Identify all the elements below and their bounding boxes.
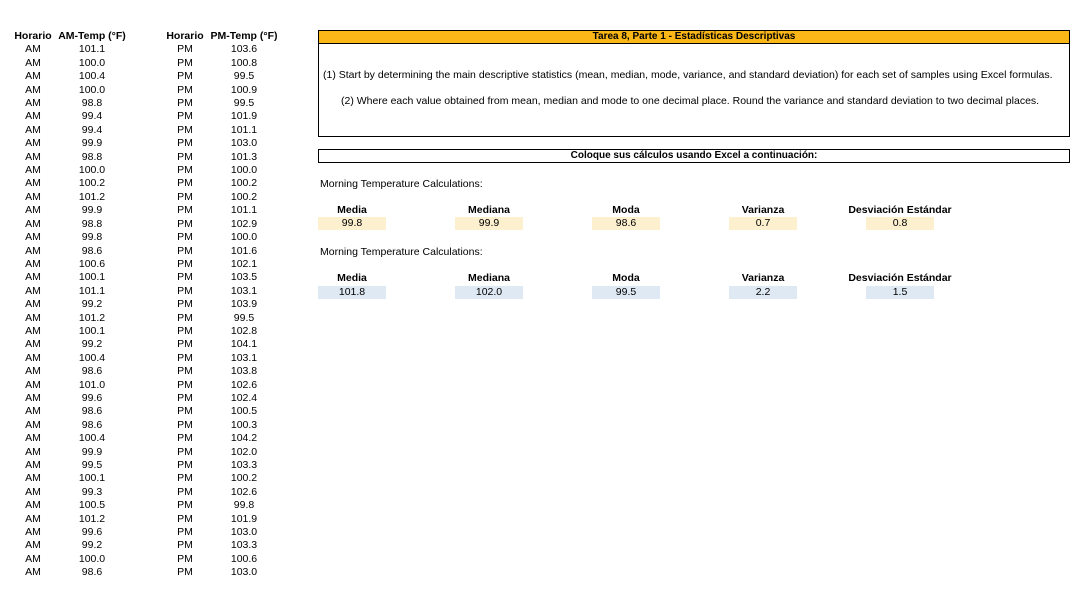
table-row (10, 419, 128, 432)
table-row (162, 57, 280, 70)
table-row (162, 164, 280, 177)
cell-horario[interactable]: PM (177, 164, 193, 177)
calc1-media-header: Media (337, 204, 367, 216)
cell-horario[interactable]: PM (177, 43, 193, 56)
cell-horario[interactable]: AM (25, 110, 41, 123)
cell-temp[interactable]: 100.4 (78, 70, 106, 83)
cell-horario[interactable]: AM (25, 177, 41, 190)
table-row (162, 191, 280, 204)
cell-temp[interactable]: 100.1 (78, 271, 106, 284)
table-row (162, 271, 280, 284)
table-row (162, 352, 280, 365)
cell-temp[interactable]: 102.4 (230, 391, 258, 404)
cell-horario[interactable]: PM (177, 56, 193, 69)
cell-temp[interactable]: 102.6 (230, 378, 258, 391)
cell-horario[interactable]: AM (25, 391, 41, 404)
table-row (10, 325, 128, 338)
table-row (10, 285, 128, 298)
cell-horario[interactable]: AM (25, 512, 41, 525)
table-row (10, 137, 128, 150)
cell-temp[interactable]: 100.2 (230, 190, 258, 203)
cell-horario[interactable]: AM (25, 539, 41, 552)
cell-temp[interactable]: 99.2 (81, 338, 103, 351)
assignment-title: Tarea 8, Parte 1 - Estadísticas Descriptivas (318, 30, 1070, 44)
calc2-media-header: Media (337, 272, 367, 284)
cell-temp[interactable]: 99.8 (81, 231, 103, 244)
cell-horario[interactable]: PM (177, 459, 193, 471)
cell-temp[interactable]: 100.1 (78, 324, 106, 337)
cell-temp[interactable]: 98.6 (81, 566, 103, 579)
cell-horario[interactable]: AM (25, 311, 41, 324)
cell-temp[interactable]: 100.2 (230, 177, 258, 190)
cell-horario[interactable]: AM (25, 284, 41, 297)
table-row (10, 352, 128, 365)
table-row (10, 43, 128, 56)
cell-temp[interactable]: 98.8 (81, 150, 103, 163)
table-row (10, 446, 128, 459)
cell-temp[interactable]: 98.8 (81, 97, 103, 110)
cell-temp[interactable]: 100.9 (230, 83, 258, 96)
cell-horario[interactable]: PM (177, 70, 193, 83)
am-temperature-table (10, 30, 128, 580)
cell-horario[interactable]: PM (177, 418, 193, 431)
cell-horario[interactable]: AM (25, 164, 41, 177)
cell-temp[interactable]: 98.8 (81, 217, 103, 230)
table-row (162, 486, 280, 499)
cell-horario[interactable]: PM (177, 338, 193, 351)
table-row (10, 151, 128, 164)
calc1-media-value[interactable]: 99.8 (318, 217, 386, 230)
cell-temp[interactable]: 103.0 (230, 137, 258, 150)
table-row (10, 191, 128, 204)
cell-temp[interactable]: 100.0 (78, 83, 106, 96)
cell-horario[interactable]: PM (177, 512, 193, 525)
cell-horario[interactable]: AM (25, 378, 41, 391)
table-row (10, 338, 128, 351)
table-row (10, 84, 128, 97)
cell-horario[interactable]: PM (177, 566, 193, 579)
table-row (162, 231, 280, 244)
table-row (10, 432, 128, 445)
calc2-varianza-header: Varianza (741, 272, 785, 284)
cell-horario[interactable]: AM (25, 190, 41, 203)
table-row (162, 110, 280, 123)
instructions-box (318, 43, 1070, 137)
table-row (10, 472, 128, 485)
table-row (10, 57, 128, 70)
cell-horario[interactable]: PM (177, 231, 193, 244)
cell-horario[interactable]: AM (25, 123, 41, 136)
cell-horario[interactable]: PM (177, 137, 193, 150)
am-header-temp: AM-Temp (°F) (58, 30, 126, 42)
cell-temp[interactable]: 100.2 (78, 177, 106, 190)
cell-horario[interactable]: AM (25, 432, 41, 445)
table-row (10, 97, 128, 110)
table-row (10, 459, 128, 472)
table-row (10, 110, 128, 123)
cell-temp[interactable]: 99.3 (81, 485, 103, 498)
cell-horario[interactable]: AM (25, 499, 41, 512)
table-row (10, 271, 128, 284)
table-row (162, 526, 280, 539)
table-row (162, 84, 280, 97)
cell-temp[interactable]: 99.4 (81, 123, 103, 136)
cell-temp[interactable]: 100.5 (230, 405, 258, 418)
cell-horario[interactable]: PM (177, 110, 193, 123)
cell-horario[interactable]: PM (177, 552, 193, 565)
cell-horario[interactable]: PM (177, 365, 193, 378)
cell-horario[interactable]: AM (25, 459, 41, 471)
cell-temp[interactable]: 101.3 (230, 150, 258, 163)
cell-temp[interactable]: 102.9 (230, 217, 258, 230)
table-row (10, 566, 128, 579)
cell-temp[interactable]: 99.6 (81, 526, 103, 539)
cell-temp[interactable]: 101.6 (230, 244, 258, 257)
cell-temp[interactable]: 100.5 (78, 499, 106, 512)
calc2-desviacion-estandar-header: Desviación Estándar (848, 272, 952, 284)
table-row (162, 392, 280, 405)
calc1-mediana-value[interactable]: 99.9 (455, 217, 523, 230)
cell-horario[interactable]: AM (25, 485, 41, 498)
cell-temp[interactable]: 103.3 (230, 459, 258, 471)
cell-temp[interactable]: 100.0 (230, 164, 258, 177)
instruction-line-1: (1) Start by determining the main descriptive statistics (mean, median, mode, variance, and standard deviation) for each set of samples using Excel formulas. (323, 69, 1053, 81)
cell-temp[interactable]: 99.2 (81, 298, 103, 311)
cell-temp[interactable]: 101.0 (78, 378, 106, 391)
table-row (10, 526, 128, 539)
cell-horario[interactable]: PM (177, 405, 193, 418)
table-row (10, 405, 128, 418)
cell-horario[interactable]: PM (177, 351, 193, 364)
cell-horario[interactable]: PM (177, 150, 193, 163)
table-row (162, 258, 280, 271)
cell-temp[interactable]: 103.5 (230, 271, 258, 284)
calc1-varianza-header: Varianza (741, 204, 785, 216)
cell-temp[interactable]: 103.0 (230, 566, 258, 579)
cell-temp[interactable]: 99.6 (81, 391, 103, 404)
cell-horario[interactable]: AM (25, 204, 41, 217)
cell-horario[interactable]: PM (177, 445, 193, 458)
table-row (10, 365, 128, 378)
table-row (162, 499, 280, 512)
cell-temp[interactable]: 101.1 (78, 43, 106, 56)
cell-horario[interactable]: PM (177, 83, 193, 96)
cell-temp[interactable]: 99.5 (233, 311, 255, 324)
calc2-media-value[interactable]: 101.8 (318, 286, 386, 299)
cell-horario[interactable]: AM (25, 338, 41, 351)
cell-temp[interactable]: 103.6 (230, 43, 258, 56)
cell-temp[interactable]: 100.6 (78, 257, 106, 270)
table-row (162, 459, 280, 472)
cell-horario[interactable]: AM (25, 298, 41, 311)
cell-temp[interactable]: 98.6 (81, 405, 103, 418)
cell-horario[interactable]: AM (25, 217, 41, 230)
cell-horario[interactable]: PM (177, 432, 193, 445)
pm-temperature-table (162, 30, 280, 580)
pm-header-horario: Horario (166, 30, 204, 42)
cell-horario[interactable]: PM (177, 244, 193, 257)
cell-horario[interactable]: PM (177, 499, 193, 512)
calc1-desviacion-estandar-header: Desviación Estándar (848, 204, 952, 216)
cell-temp[interactable]: 99.9 (81, 445, 103, 458)
cell-horario[interactable]: PM (177, 298, 193, 311)
cell-horario[interactable]: PM (177, 217, 193, 230)
table-row (10, 204, 128, 217)
table-row (10, 553, 128, 566)
cell-horario[interactable]: AM (25, 472, 41, 485)
calc1-varianza-value[interactable]: 0.7 (729, 217, 797, 230)
table-row (162, 43, 280, 56)
cell-horario[interactable]: AM (25, 257, 41, 270)
cell-horario[interactable]: AM (25, 418, 41, 431)
table-row (162, 177, 280, 190)
cell-temp[interactable]: 104.2 (230, 432, 258, 445)
table-row (10, 245, 128, 258)
cell-horario[interactable]: AM (25, 137, 41, 150)
cell-temp[interactable]: 102.0 (230, 445, 258, 458)
cell-temp[interactable]: 100.0 (230, 231, 258, 244)
cell-horario[interactable]: PM (177, 526, 193, 539)
cell-horario[interactable]: AM (25, 351, 41, 364)
cell-temp[interactable]: 101.2 (78, 311, 106, 324)
table-row (10, 513, 128, 526)
table-row (162, 137, 280, 150)
cell-temp[interactable]: 100.2 (230, 472, 258, 485)
cell-temp[interactable]: 100.0 (78, 164, 106, 177)
am-header-horario: Horario (14, 30, 52, 42)
cell-horario[interactable]: AM (25, 324, 41, 337)
cell-temp[interactable]: 100.8 (230, 56, 258, 69)
cell-temp[interactable]: 100.4 (78, 351, 106, 364)
calc2-label: Morning Temperature Calculations: (320, 246, 483, 258)
table-row (162, 245, 280, 258)
cell-horario[interactable]: PM (177, 539, 193, 552)
calc2-moda-value[interactable]: 99.5 (592, 286, 660, 299)
cell-horario[interactable]: PM (177, 472, 193, 485)
cell-horario[interactable]: AM (25, 244, 41, 257)
table-row (162, 218, 280, 231)
cell-horario[interactable]: AM (25, 150, 41, 163)
table-row (162, 432, 280, 445)
cell-temp[interactable]: 103.0 (230, 526, 258, 539)
cell-horario[interactable]: AM (25, 231, 41, 244)
table-row (162, 419, 280, 432)
cell-temp[interactable]: 101.2 (78, 512, 106, 525)
table-row (162, 405, 280, 418)
calc1-moda-value[interactable]: 98.6 (592, 217, 660, 230)
table-row (162, 472, 280, 485)
cell-horario[interactable]: AM (25, 566, 41, 579)
cell-temp[interactable]: 99.9 (81, 204, 103, 217)
cell-temp[interactable]: 103.1 (230, 284, 258, 297)
cell-temp[interactable]: 100.0 (78, 56, 106, 69)
cell-temp[interactable]: 102.1 (230, 257, 258, 270)
cell-horario[interactable]: PM (177, 177, 193, 190)
calc2-mediana-header: Mediana (467, 272, 510, 284)
table-row (10, 486, 128, 499)
table-row (162, 298, 280, 311)
table-row (10, 231, 128, 244)
cell-temp[interactable]: 101.1 (78, 284, 106, 297)
cell-temp[interactable]: 99.8 (233, 499, 255, 512)
pm-header-temp: PM-Temp (°F) (210, 30, 278, 42)
cell-horario[interactable]: PM (177, 97, 193, 110)
table-row (10, 312, 128, 325)
cell-temp[interactable]: 98.6 (81, 418, 103, 431)
calc1-desviacion-estandar-value[interactable]: 0.8 (866, 217, 934, 230)
cell-temp[interactable]: 99.5 (233, 70, 255, 83)
cell-horario[interactable]: AM (25, 97, 41, 110)
calc2-varianza-value[interactable]: 2.2 (729, 286, 797, 299)
cell-temp[interactable]: 101.2 (78, 190, 106, 203)
table-row (10, 499, 128, 512)
cell-temp[interactable]: 100.6 (230, 552, 258, 565)
cell-temp[interactable]: 99.2 (81, 539, 103, 552)
cell-horario[interactable]: PM (177, 391, 193, 404)
table-row (162, 204, 280, 217)
table-row (162, 312, 280, 325)
cell-horario[interactable]: PM (177, 271, 193, 284)
cell-temp[interactable]: 102.8 (230, 324, 258, 337)
calc2-desviacion-estandar-value[interactable]: 1.5 (866, 286, 934, 299)
cell-temp[interactable]: 101.9 (230, 512, 258, 525)
instruction-line-2: (2) Where each value obtained from mean, median and mode to one decimal place. Round the variance and standard deviation to two decimal places. (341, 95, 1040, 107)
cell-temp[interactable]: 101.1 (230, 123, 258, 136)
cell-horario[interactable]: AM (25, 70, 41, 83)
cell-horario[interactable]: PM (177, 485, 193, 498)
calc2-mediana-value[interactable]: 102.0 (455, 286, 523, 299)
cell-temp[interactable]: 98.6 (81, 244, 103, 257)
section-title: Coloque sus cálculos usando Excel a continuación: (318, 149, 1070, 163)
cell-temp[interactable]: 102.6 (230, 485, 258, 498)
cell-temp[interactable]: 99.4 (81, 110, 103, 123)
table-row (10, 379, 128, 392)
cell-temp[interactable]: 103.8 (230, 365, 258, 378)
table-row (162, 285, 280, 298)
cell-temp[interactable]: 101.9 (230, 110, 258, 123)
table-row (10, 218, 128, 231)
calc1-moda-header: Moda (612, 204, 640, 216)
cell-temp[interactable]: 100.0 (78, 552, 106, 565)
table-row (10, 298, 128, 311)
table-row (162, 97, 280, 110)
cell-horario[interactable]: AM (25, 405, 41, 418)
table-row (162, 513, 280, 526)
cell-temp[interactable]: 98.6 (81, 365, 103, 378)
cell-temp[interactable]: 99.5 (233, 97, 255, 110)
calc1-label: Morning Temperature Calculations: (320, 178, 483, 190)
table-row (162, 325, 280, 338)
calc2-moda-header: Moda (612, 272, 640, 284)
cell-horario[interactable]: AM (25, 56, 41, 69)
table-row (10, 258, 128, 271)
table-row (162, 124, 280, 137)
table-row (10, 164, 128, 177)
cell-temp[interactable]: 100.3 (230, 418, 258, 431)
cell-horario[interactable]: AM (25, 271, 41, 284)
cell-horario[interactable]: PM (177, 324, 193, 337)
cell-horario[interactable]: PM (177, 204, 193, 217)
table-row (162, 446, 280, 459)
cell-horario[interactable]: AM (25, 83, 41, 96)
table-row (162, 365, 280, 378)
table-row (10, 539, 128, 552)
table-row (162, 379, 280, 392)
cell-temp[interactable]: 99.5 (81, 459, 103, 471)
table-row (10, 392, 128, 405)
table-row (162, 566, 280, 579)
cell-horario[interactable]: PM (177, 190, 193, 203)
cell-temp[interactable]: 101.1 (230, 204, 258, 217)
table-row (10, 124, 128, 137)
cell-horario[interactable]: PM (177, 257, 193, 270)
cell-temp[interactable]: 100.4 (78, 432, 106, 445)
cell-temp[interactable]: 104.1 (230, 338, 258, 351)
table-row (162, 553, 280, 566)
cell-temp[interactable]: 99.9 (81, 137, 103, 150)
cell-horario[interactable]: AM (25, 552, 41, 565)
cell-horario[interactable]: PM (177, 123, 193, 136)
cell-temp[interactable]: 103.3 (230, 539, 258, 552)
table-row (162, 151, 280, 164)
cell-temp[interactable]: 103.9 (230, 298, 258, 311)
cell-horario[interactable]: PM (177, 378, 193, 391)
cell-horario[interactable]: PM (177, 284, 193, 297)
table-row (10, 70, 128, 83)
cell-horario[interactable]: AM (25, 445, 41, 458)
cell-horario[interactable]: AM (25, 365, 41, 378)
cell-horario[interactable]: AM (25, 43, 41, 56)
cell-horario[interactable]: AM (25, 526, 41, 539)
cell-horario[interactable]: PM (177, 311, 193, 324)
calc1-mediana-header: Mediana (467, 204, 510, 216)
cell-temp[interactable]: 100.1 (78, 472, 106, 485)
table-row (162, 338, 280, 351)
table-row (162, 539, 280, 552)
table-row (10, 177, 128, 190)
table-row (162, 70, 280, 83)
cell-temp[interactable]: 103.1 (230, 351, 258, 364)
